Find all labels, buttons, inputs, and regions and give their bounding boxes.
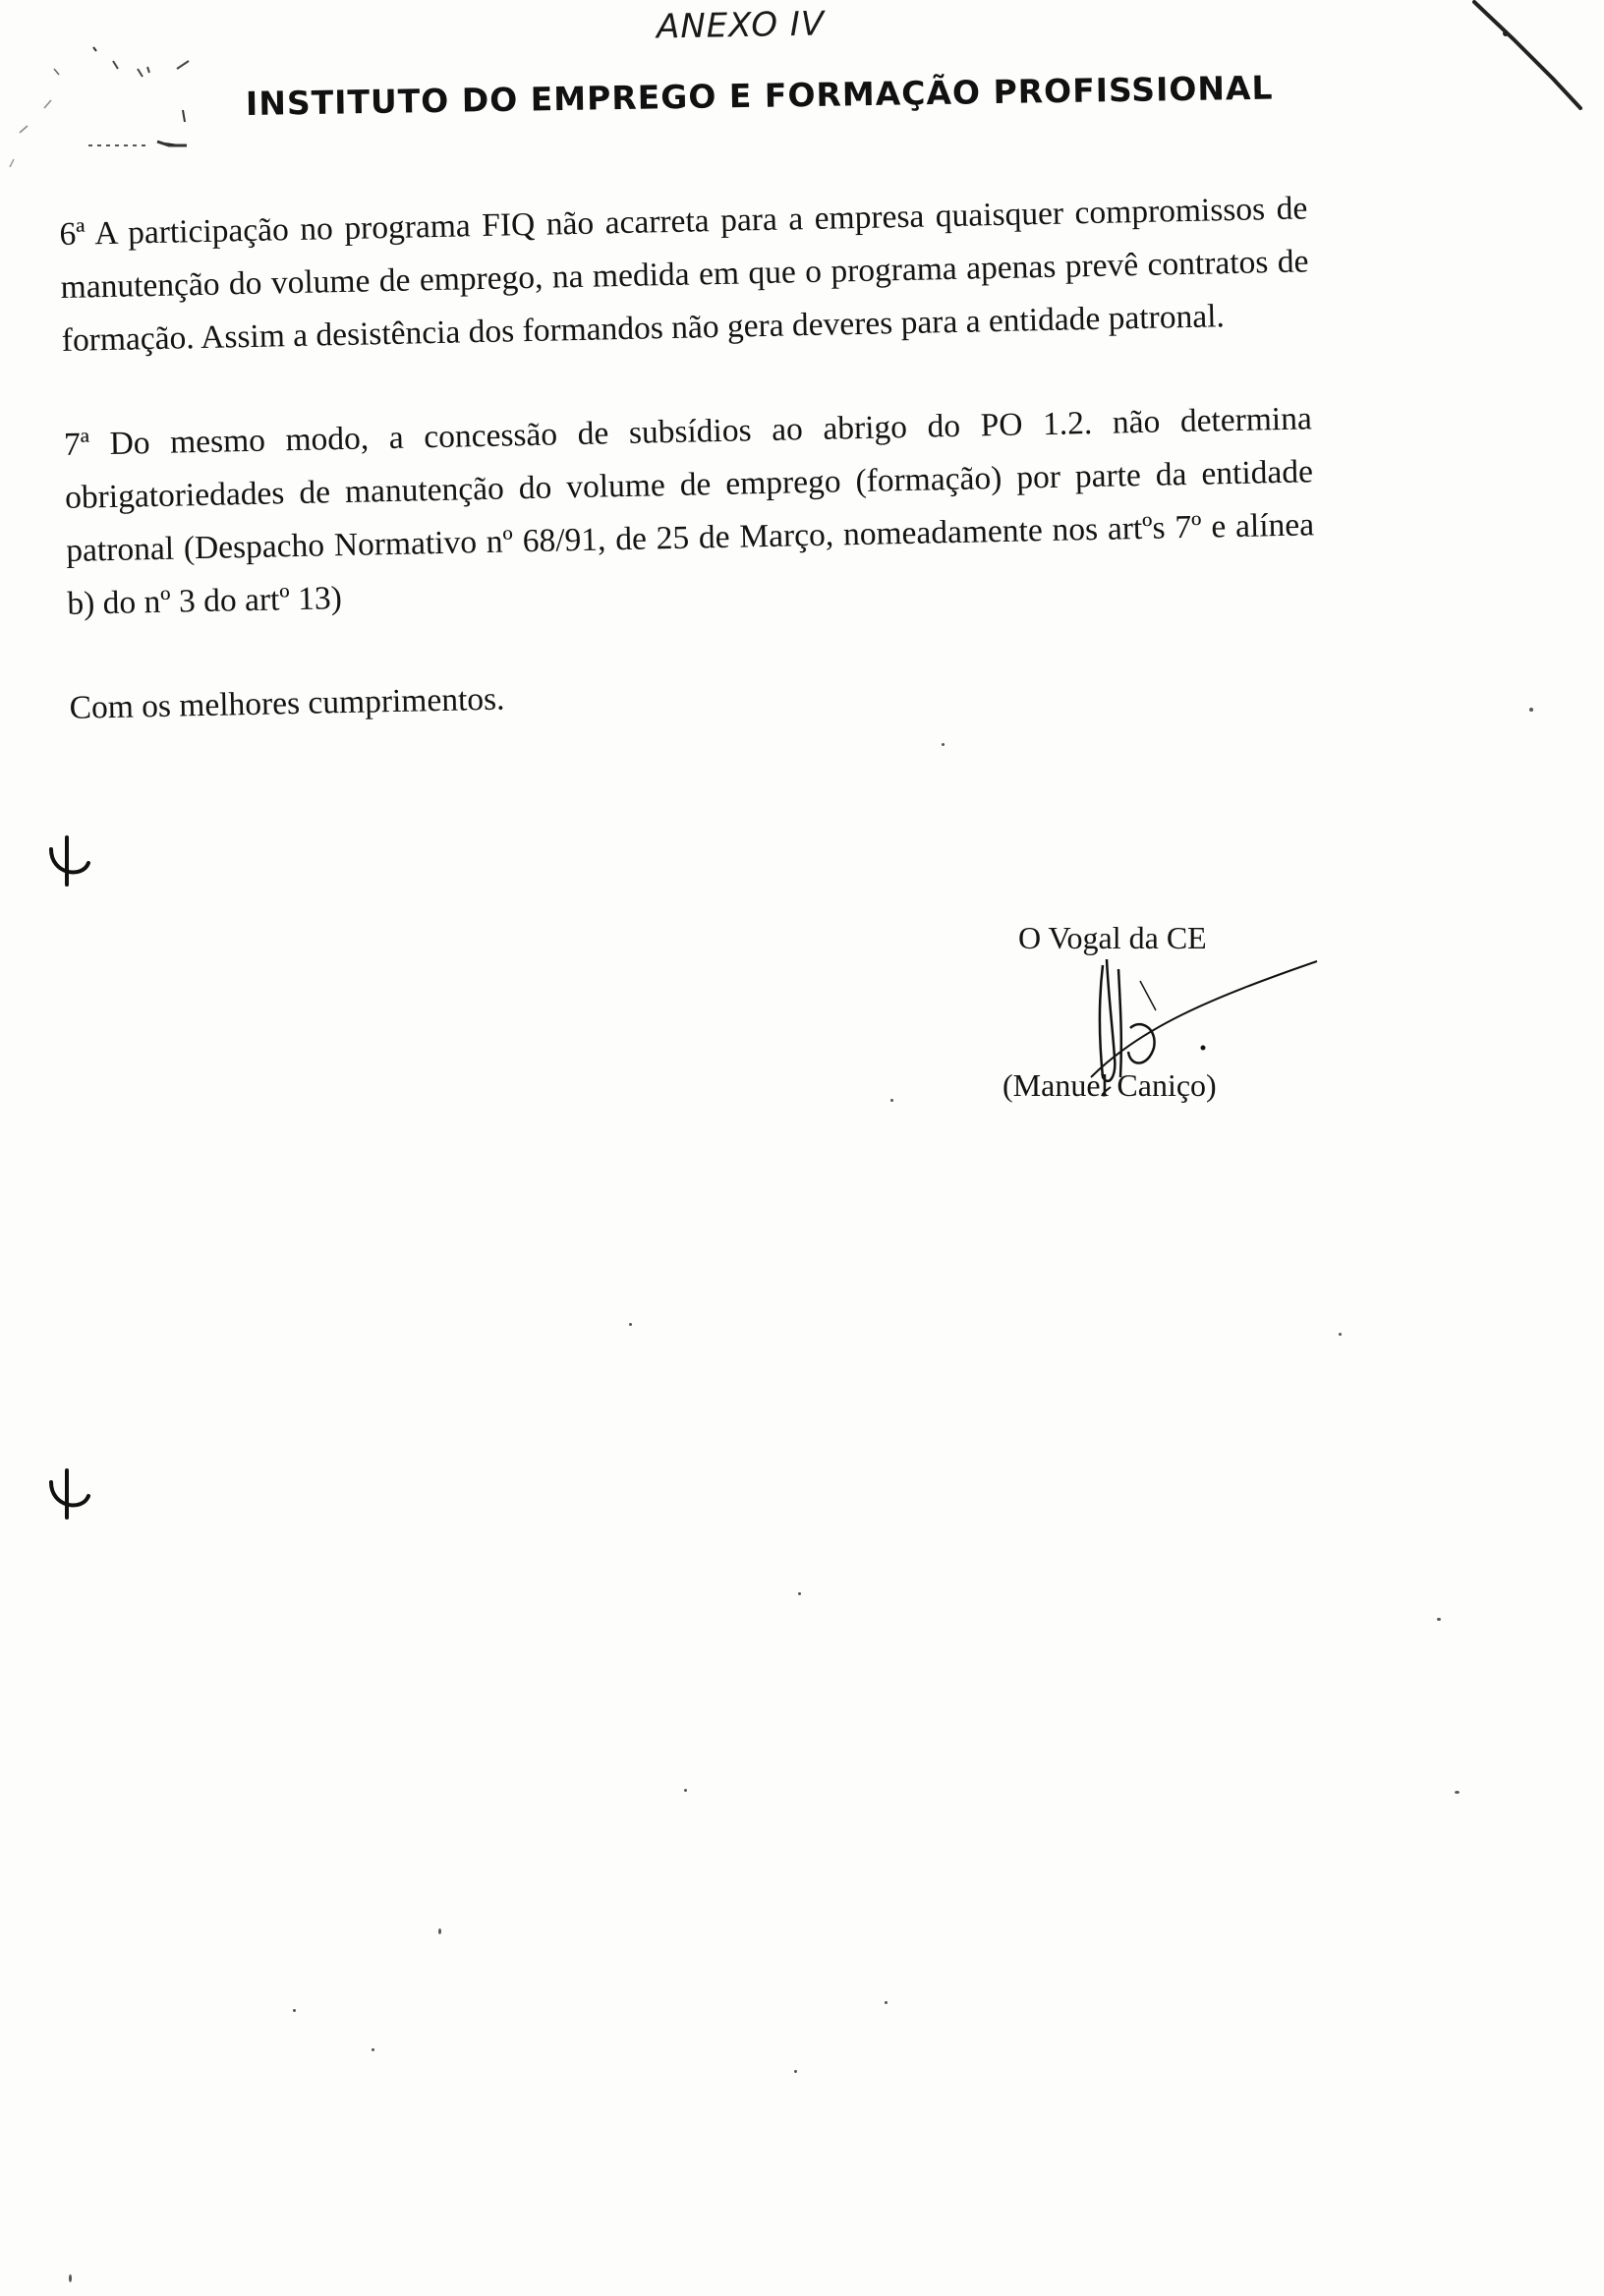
annex-label: ANEXO IV xyxy=(656,4,826,47)
scan-speck xyxy=(1455,1791,1460,1794)
scan-speck xyxy=(1437,1618,1441,1621)
letter-body xyxy=(59,182,1318,734)
institution-title: INSTITUTO DO EMPREGO E FORMAÇÃO PROFISSIONAL xyxy=(245,68,1274,123)
signature-block xyxy=(993,920,1327,1136)
scan-speck xyxy=(372,2048,374,2051)
scan-speck xyxy=(794,2070,797,2073)
signer-name: (Manuel Caniço) xyxy=(1002,1067,1217,1103)
scan-speck xyxy=(293,2009,296,2012)
scan-speck xyxy=(684,1789,687,1792)
handwritten-signature-icon xyxy=(993,920,1327,1136)
scan-speck xyxy=(885,2001,888,2004)
faded-logo-icon xyxy=(0,39,216,167)
scan-speck xyxy=(942,743,945,746)
scan-speck xyxy=(890,1099,893,1102)
scan-speck xyxy=(629,1323,632,1326)
signer-role: O Vogal da CE xyxy=(1018,920,1207,955)
closing-salutation: Com os melhores cumprimentos. xyxy=(69,680,505,726)
scan-speck xyxy=(1339,1333,1342,1336)
margin-hook-icon xyxy=(43,832,94,890)
paragraph-7: 7ª Do mesmo modo, a concessão de subsídios ao abrigo do PO 1.2. não determina obrigatoriedades de manutenção do volume de emprego (formação) por parte da entidade patronal (Despacho Normativo nº 68/91, de 25 de Março, nomeadamente nos artºs 7º e alínea b) do nº 3 do artº 13) xyxy=(63,400,1315,622)
scan-speck xyxy=(69,2274,72,2282)
scan-speck xyxy=(438,1928,441,1934)
scan-speck xyxy=(1529,708,1533,712)
margin-hook-icon xyxy=(43,1464,94,1523)
scan-speck xyxy=(798,1592,801,1595)
paragraph-6: 6ª A participação no programa FIQ não acarreta para a empresa quaisquer compromissos de manutenção do volume de emprego, na medida em que o programa apenas prevê contratos de formação. Assim a desistência dos formandos não gera deveres para a entidade patronal. xyxy=(59,190,1309,359)
corner-stroke-mark xyxy=(1455,0,1604,118)
